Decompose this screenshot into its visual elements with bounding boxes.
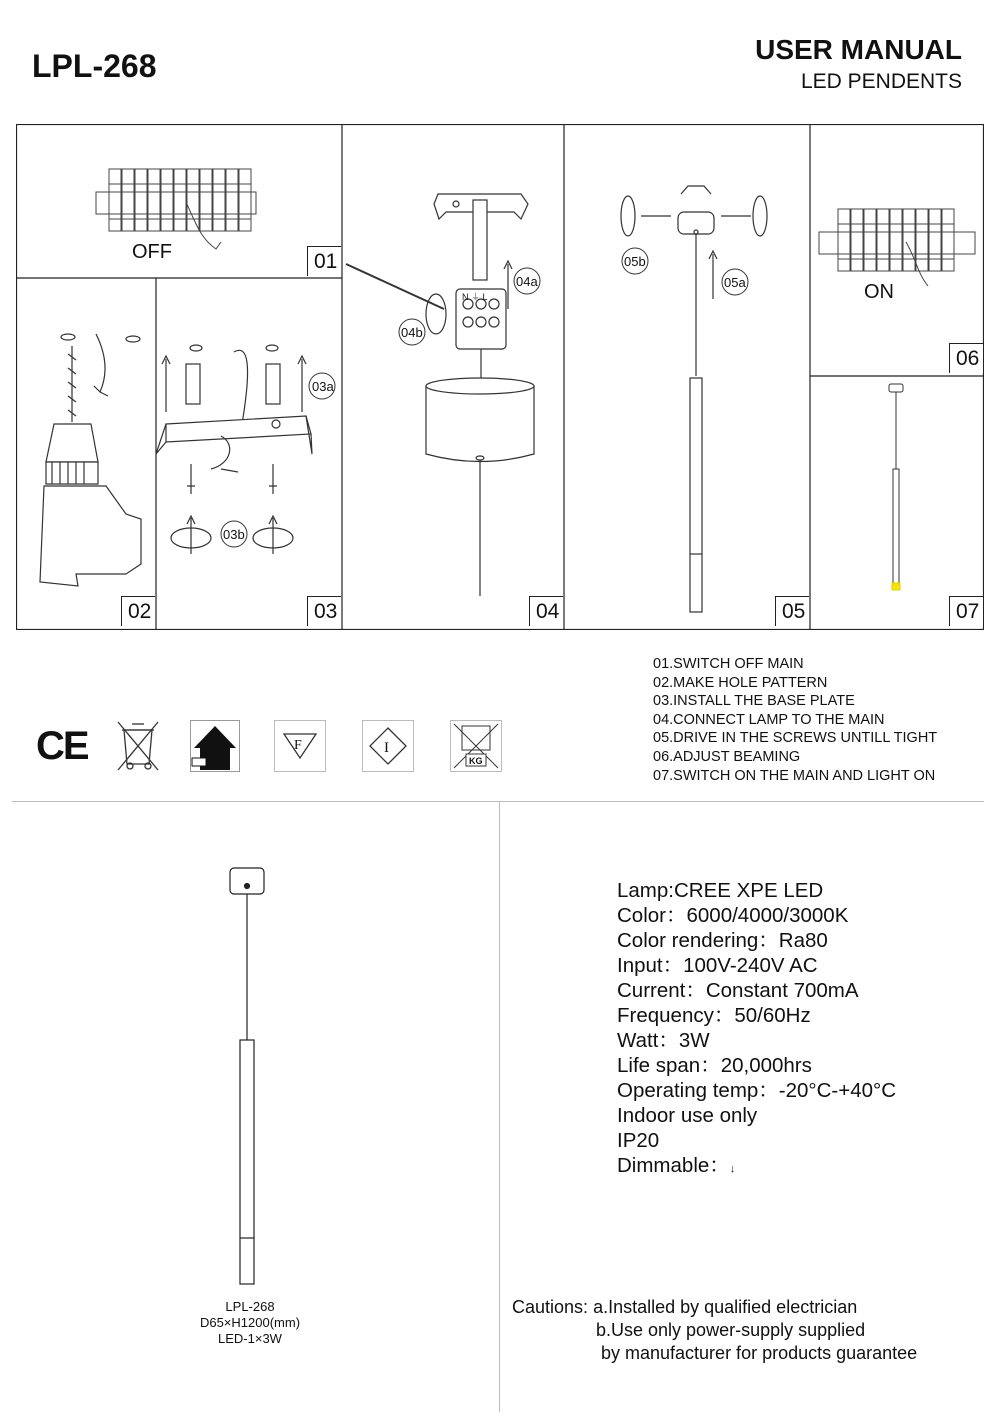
step-03b-label: 03b xyxy=(223,527,245,542)
step-item: 06.ADJUST BEAMING xyxy=(653,748,801,765)
breaker-on-illustration xyxy=(819,209,975,286)
off-label: OFF xyxy=(132,241,172,263)
step-04b-label: 04b xyxy=(401,325,423,340)
panel-01-number: 01 xyxy=(307,246,341,276)
step-item: 02.MAKE HOLE PATTERN xyxy=(653,674,828,691)
ce-icon: CE xyxy=(36,724,88,768)
step-item: 03.INSTALL THE BASE PLATE xyxy=(653,693,855,710)
step-04a-label: 04a xyxy=(516,274,538,289)
column-divider xyxy=(499,802,500,1412)
model-number: LPL-268 xyxy=(32,48,157,84)
spec-item: Operating temp：-20°C-+40°C xyxy=(617,1079,897,1102)
indoor-house-icon xyxy=(190,720,240,772)
class-mark-label: I xyxy=(384,740,389,756)
on-label: ON xyxy=(864,281,894,303)
terminal-label: N ⏚ L xyxy=(462,292,488,302)
product-caption xyxy=(150,1299,350,1347)
caution-line: a.Installed by qualified electrician xyxy=(593,1297,858,1317)
spec-item: Input：100V-240V AC xyxy=(617,954,818,977)
spec-item: Color rendering：Ra80 xyxy=(617,929,828,952)
section-divider xyxy=(12,801,984,802)
step-05b-label: 05b xyxy=(624,254,646,269)
caption-dimensions: D65×H1200(mm) xyxy=(199,1315,301,1330)
down-arrow-icon: ↓ xyxy=(729,1163,736,1175)
step-item: 01.SWITCH OFF MAIN xyxy=(653,656,804,672)
kg-label: KG xyxy=(469,756,483,766)
drill-illustration xyxy=(40,334,141,586)
drive-screws-illustration xyxy=(621,186,767,612)
cautions-label: Cautions: xyxy=(512,1297,589,1317)
panel-02-number: 02 xyxy=(121,596,155,626)
class-ii-icon xyxy=(362,720,414,772)
step-item: 07.SWITCH ON THE MAIN AND LIGHT ON xyxy=(653,767,936,784)
f-mark-label: F xyxy=(294,738,302,753)
spec-item: Indoor use only xyxy=(617,1104,758,1127)
weee-bin-icon xyxy=(116,720,160,772)
step-05a-label: 05a xyxy=(724,275,746,290)
panel-07-number: 07 xyxy=(949,596,983,626)
spec-item: Current：Constant 700mA xyxy=(617,979,859,1002)
caution-line: by manufacturer for products guarantee xyxy=(601,1343,918,1363)
cautions xyxy=(512,1296,917,1365)
installation-steps xyxy=(653,655,937,785)
specifications xyxy=(617,878,896,1182)
spec-item: Color：6000/4000/3000K xyxy=(617,904,849,927)
spec-item: Life span：20,000hrs xyxy=(617,1054,812,1077)
no-kg-icon xyxy=(450,720,502,772)
spec-item: Frequency：50/60Hz xyxy=(617,1004,811,1027)
connect-lamp-illustration xyxy=(346,194,534,596)
step-item: 04.CONNECT LAMP TO THE MAIN xyxy=(653,711,885,728)
light-on-illustration xyxy=(889,384,903,590)
caution-line: b.Use only power-supply supplied xyxy=(596,1320,866,1340)
caption-led: LED-1×3W xyxy=(218,1331,282,1346)
step-03a-label: 03a xyxy=(312,379,334,394)
step-item: 05.DRIVE IN THE SCREWS UNTILL TIGHT xyxy=(653,730,938,747)
installation-diagram-svg xyxy=(16,124,984,630)
panel-06-number: 06 xyxy=(949,343,983,373)
spec-item: IP20 xyxy=(617,1129,660,1152)
breaker-off-illustration xyxy=(96,169,256,249)
spec-item: Watt：3W xyxy=(617,1029,710,1052)
panel-03-number: 03 xyxy=(307,596,341,626)
panel-05-number: 05 xyxy=(775,596,809,626)
installation-diagram xyxy=(16,124,984,630)
manual-title: USER MANUAL xyxy=(755,34,962,65)
f-mark-icon xyxy=(274,720,326,772)
panel-04-number: 04 xyxy=(529,596,563,626)
product-drawing xyxy=(220,860,280,1292)
caption-model: LPL-268 xyxy=(225,1299,275,1314)
spec-item: Lamp:CREE XPE LED xyxy=(617,879,824,902)
spec-item-dimmable: Dimmable：↓ xyxy=(617,1154,736,1177)
manual-subtitle: LED PENDENTS xyxy=(800,70,962,93)
